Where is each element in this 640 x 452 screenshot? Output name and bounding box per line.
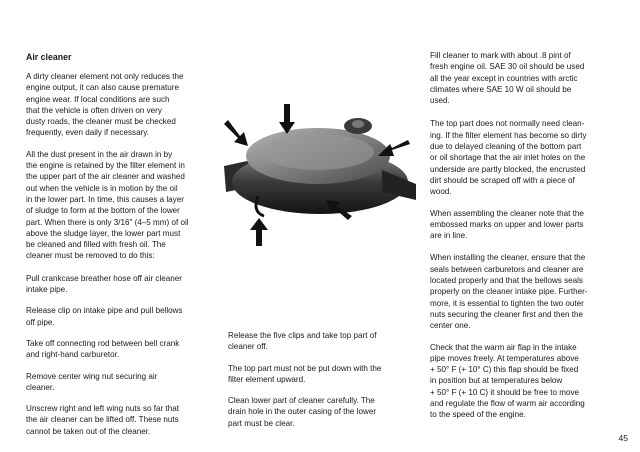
paragraph-fill-oil: Fill cleaner to mark with about .8 pint of fresh engine oil. SAE 30 oil should be used all the year except in countries with arctic climates where SAE 10 W oil should be used. <box>430 51 585 106</box>
air-cleaner-illustration <box>222 100 418 248</box>
air-cleaner-photo <box>222 100 418 248</box>
step-intake-clip: Release clip on intake pipe and pull bellows off pipe. <box>26 306 183 327</box>
right-column <box>430 50 626 421</box>
paragraph-dust: All the dust present in the air drawn in by the engine is retained by the filter element in the upper part of the air cleaner and washed out when the vehicle is in motion by the oil in the lower part. In time, this causes a layer of sludge to form at the bottom of the lower part. When there is only 3/16" (4–5 mm) of oil above the sludge layer, the lower part must be cleaned and filled with fresh oil. The cleaner must be removed to do this: <box>26 149 189 261</box>
arrow-icon <box>279 104 295 134</box>
paragraph-installation: When installing the cleaner, ensure that the seals between carburetors and cleaner are located properly and that the bellows seals properly on the cleaner intake pipe. Further- more, it is essential to tighten the two outer nuts securing the cleaner first and then the center one. <box>430 253 588 331</box>
step-clean-lower-part: Clean lower part of cleaner carefully. The drain hole in the outer casing of the lower part must be clear. <box>228 396 377 428</box>
note-top-part: The top part must not be put down with the filter element upward. <box>228 363 382 384</box>
middle-column <box>228 330 418 429</box>
section-heading: Air cleaner <box>26 52 72 62</box>
step-connecting-rod: Take off connecting rod between bell crank and right-hand carburetor. <box>26 338 180 360</box>
page-number: 45 <box>618 433 628 443</box>
arrow-icon <box>250 218 268 246</box>
step-breather-hose: Pull crankcase breather hose off air cleaner intake pipe. <box>26 273 182 295</box>
paragraph-warm-air-flap: Check that the warm air flap in the intake pipe moves freely. At temperatures above + 50° F (+ 10° C) this flap should be fixed in position but at temperatures below + 50° F (+ 10 C) it should be free to move and regulate the flow of warm air according to the speed of the engine. <box>430 342 585 420</box>
step-center-wing-nut: Remove center wing nut securing air cleaner. <box>26 371 158 392</box>
arrow-icon <box>224 120 248 146</box>
step-side-wing-nuts: Unscrew right and left wing nuts so far that the air cleaner can be lifted off. These nuts cannot be taken out of the cleaner. <box>26 404 179 436</box>
paragraph-intro: A dirty cleaner element not only reduces the engine output, it can also cause premature engine wear. If local conditions are such that the vehicle is often driven on very dusty roads, the cleaner must be checked frequently, even daily if necessary. <box>26 72 184 138</box>
step-release-clips: Release the five clips and take top part of cleaner off. <box>228 331 377 352</box>
paragraph-assembly-marks: When assembling the cleaner note that the embossed marks on upper and lower parts are in line. <box>430 208 584 241</box>
left-column <box>26 52 216 437</box>
paragraph-top-part-cleaning: The top part does not normally need clean- ing. If the filter element has become so dirty due to delayed cleaning of the bottom part or oil shortage that the air inlet holes on the underside are partly blocked, the encrusted dirt should be scraped off with a piece of wood. <box>430 119 587 197</box>
